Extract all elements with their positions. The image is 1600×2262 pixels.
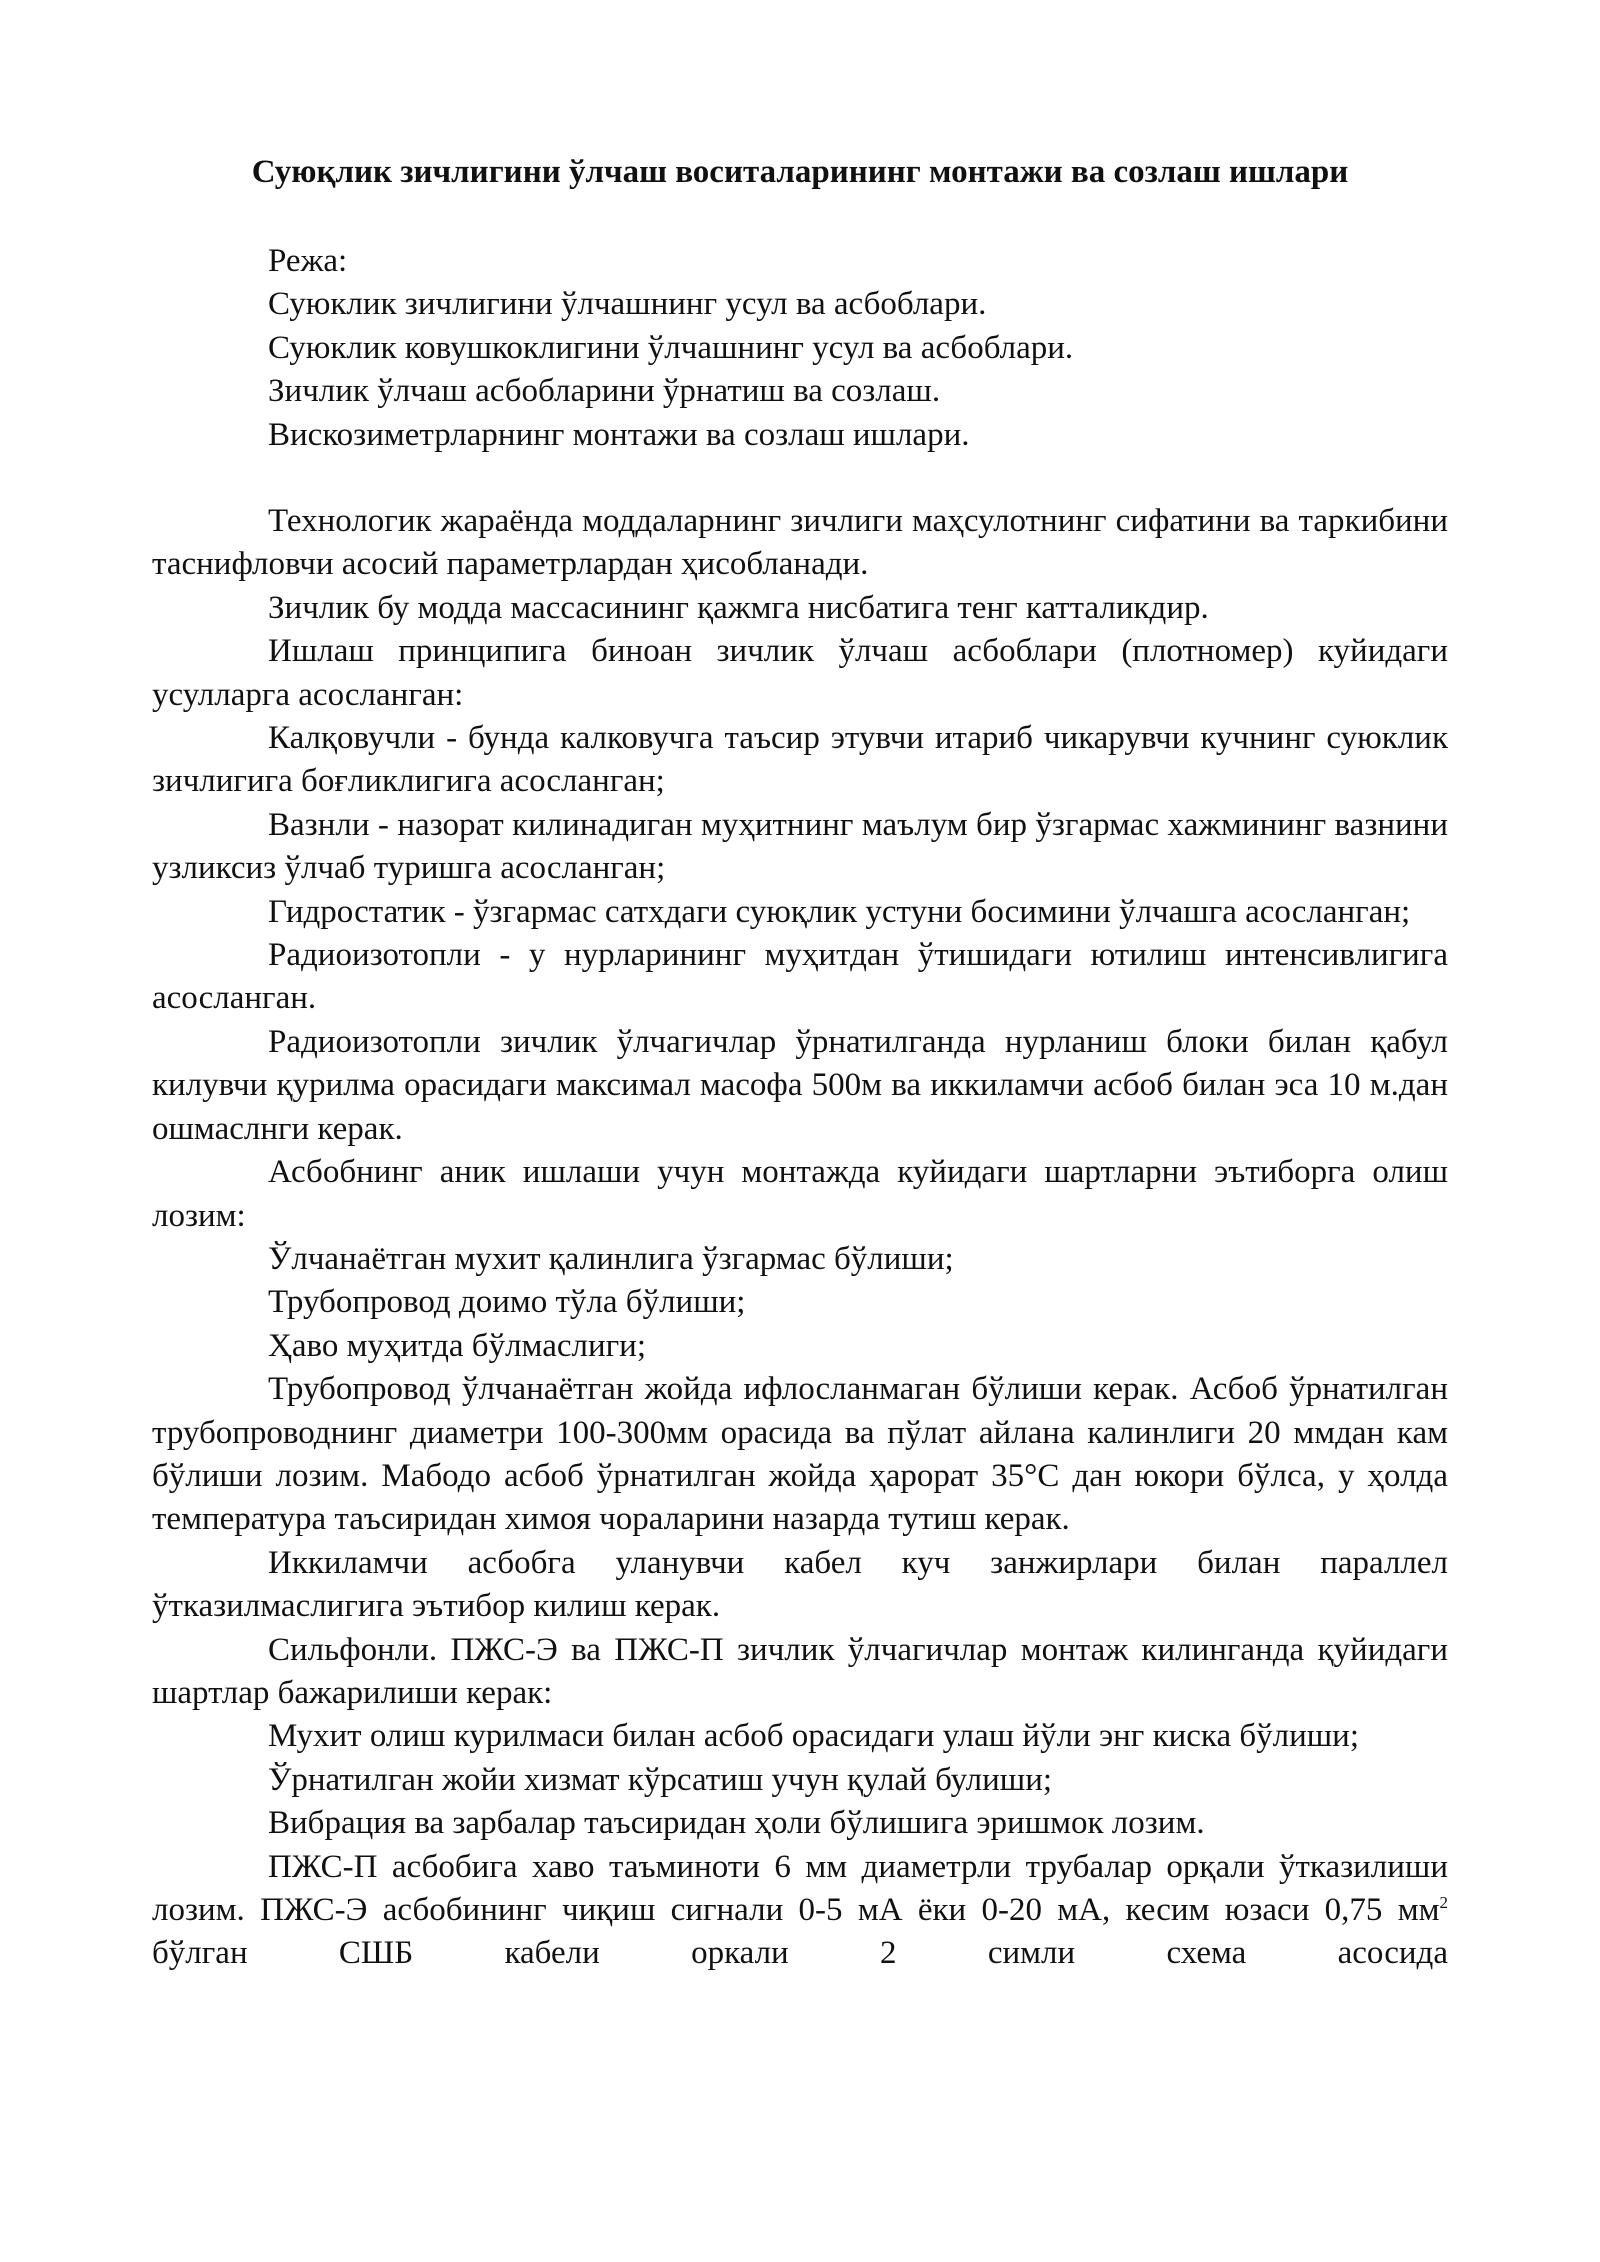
paragraph: Трубопровод ўлчанаётган жойда ифлосланмаган бўлиши керак. Асбоб ўрнатилган трубопроводнинг диаметри 100-300мм орасида ва пўлат айлана калинлиги 20 ммдан кам бўлиши лозим. Мабодо асбоб ўрнатилган жойда ҳарорат 35°С дан юкори бўлса, у ҳолда температура таъсиридан химоя чораларини назарда тутиш керак.: [152, 1371, 1448, 1538]
paragraph: Сильфонли. ПЖС-Э ва ПЖС-П зичлик ўлчагичлар монтаж килинганда қуйидаги шартлар бажарилиши керак:: [152, 1631, 1448, 1711]
paragraph-text: бўлган СШБ кабели оркали 2 симли схема асосида: [152, 1935, 1448, 1972]
paragraph: Ишлаш принципига биноан зичлик ўлчаш асбоблари (плотномер) куйидаги усулларга асосланган:: [152, 633, 1448, 713]
plan-list: [268, 240, 1448, 457]
paragraph: Зичлик бу модда массасининг қажмга нисбатига тенг катталикдир.: [268, 589, 1209, 626]
plan-item: Зичлик ўлчаш асбобларини ўрнатиш ва созлаш.: [268, 373, 941, 410]
paragraph: Радиоизотопли зичлик ўлчагичлар ўрнатилганда нурланиш блоки билан қабул килувчи қурилма орасидаги максимал масофа 500м ва иккиламчи асбоб билан эса 10 м.дан ошмаслнги керак.: [152, 1023, 1448, 1147]
paragraph: Вазнли - назорат килинадиган муҳитнинг маълум бир ўзгармас хажмининг вазнини узликсиз ўлчаб туришга асосланган;: [152, 806, 1448, 887]
paragraph: Ҳаво муҳитда бўлмаслиги;: [268, 1327, 647, 1364]
paragraph: Мухит олиш курилмаси билан асбоб орасидаги улаш йўли энг киска бўлиши;: [268, 1718, 1359, 1755]
paragraph-text: ПЖС-П асбобига хаво таъминоти 6 мм диаметрли трубалар орқали ўтказилиши лозим. ПЖС-Э асбобининг чиқиш сигнали 0-5 мА ёки 0-20 мА, кесим юзаси 0,75 мм: [152, 1848, 1448, 1928]
document-title: Суюқлик зичлигини ўлчаш воситаларининг монтажи ва созлаш ишлари: [251, 154, 1349, 190]
plan-item: Вискозиметрларнинг монтажи ва созлаш ишлари.: [268, 416, 970, 453]
superscript: 2: [1439, 1893, 1448, 1912]
paragraph-continued: [152, 1846, 1448, 1976]
paragraph: Гидростатик - ўзгармас сатхдаги суюқлик устуни босимини ўлчашга асосланган;: [268, 893, 1411, 930]
paragraph: Асбобнинг аник ишлаши учун монтажда куйидаги шартларни эътиборга олиш лозим:: [152, 1154, 1448, 1234]
paragraph: Трубопровод доимо тўла бўлиши;: [268, 1284, 746, 1321]
plan-item: Суюклик ковушкоклигини ўлчашнинг усул ва асбоблари.: [268, 329, 1074, 366]
document-body: [152, 500, 1448, 1976]
paragraph: Иккиламчи асбобга уланувчи кабел куч занжирлари билан параллел ўтказилмаслигига эътибор килиш керак.: [152, 1544, 1448, 1625]
paragraph: Технологик жараёнда моддаларнинг зичлиги маҳсулотнинг сифатини ва таркибини таснифловчи асосий параметрлардан ҳисобланади.: [152, 503, 1448, 583]
paragraph: Радиоизотопли - у нурларининг муҳитдан ўтишидаги ютилиш интенсивлигига асосланган.: [152, 937, 1448, 1017]
plan-item: Суюклик зичлигини ўлчашнинг усул ва асбоблари.: [268, 286, 987, 323]
paragraph: Калқовучли - бунда калковучга таъсир этувчи итариб чикарувчи кучнинг суюклик зичлигига боғликлигига асосланган;: [152, 720, 1448, 800]
paragraph: Ўрнатилган жойи хизмат кўрсатиш учун қулай булиши;: [268, 1761, 1053, 1798]
paragraph: Вибрация ва зарбалар таъсиридан ҳоли бўлишига эришмок лозим.: [268, 1805, 1205, 1842]
paragraph: Ўлчанаётган мухит қалинлига ўзгармас бўлиши;: [268, 1240, 954, 1277]
plan-heading: Режа:: [268, 243, 348, 279]
